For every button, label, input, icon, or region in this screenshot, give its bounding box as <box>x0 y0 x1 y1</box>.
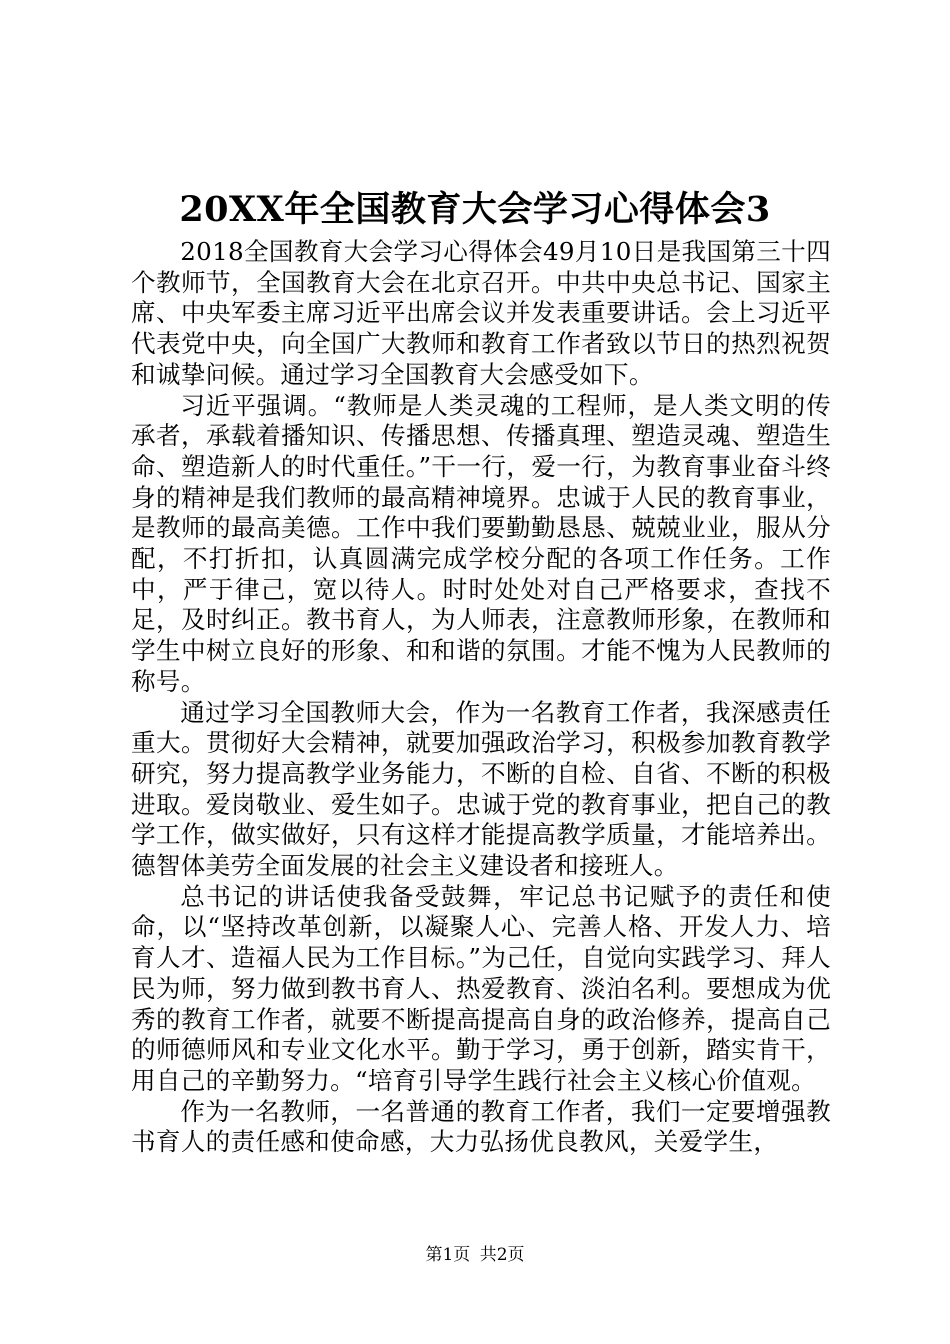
page-footer <box>0 1244 950 1266</box>
paragraph-2: 习近平强调。“教师是人类灵魂的工程师，是人类文明的传承者，承载着播知识、传播思想、传播真理、塑造灵魂、塑造生命、塑造新人的时代重任。”干一行，爱一行，为教育事业奋斗终身的精神是我们教师的最高精神境界。忠诚于人民的教育事业，是教师的最高美德。工作中我们要勤勤恳恳、兢兢业业，服从分配，不打折扣，认真圆满完成学校分配的各项工作任务。工作中，严于律己，宽以待人。时时处处对自己严格要求，查找不足，及时纠正。教书育人，为人师表，注意教师形象，在教师和学生中树立良好的形象、和和谐的氛围。才能不愧为人民教师的称号。 <box>131 390 831 696</box>
document-title: 20XX年全国教育大会学习心得体会3 <box>179 189 771 230</box>
paragraph-5: 作为一名教师，一名普通的教育工作者，我们一定要增强教书育人的责任感和使命感，大力弘扬优良教风，关爱学生， <box>131 1096 831 1157</box>
page-total: 共2页 <box>479 1245 525 1265</box>
paragraph-4: 总书记的讲话使我备受鼓舞，牢记总书记赋予的责任和使命，以“坚持改革创新，以凝聚人心、完善人格、开发人力、培育人才、造福人民为工作目标。”为己任，自觉向实践学习、拜人民为师，努力做到教书育人、热爱教育、淡泊名利。要想成为优秀的教育工作者，就要不断提高提高自身的政治修养，提高自己的师德师风和专业文化水平。勤于学习，勇于创新，踏实肯干，用自己的辛勤努力。“培育引导学生践行社会主义核心价值观。 <box>131 881 831 1095</box>
page-number: 第1页 <box>425 1245 471 1265</box>
paragraph-3: 通过学习全国教师大会，作为一名教育工作者，我深感责任重大。贯彻好大会精神，就要加强政治学习，积极参加教育教学研究，努力提高教学业务能力，不断的自检、自省、不断的积极进取。爱岗敬业、爱生如子。忠诚于党的教育事业，把自己的教学工作，做实做好，只有这样才能提高教学质量，才能培养出。德智体美劳全面发展的社会主义建设者和接班人。 <box>131 697 831 881</box>
document-body <box>131 237 831 1158</box>
paragraph-1: 2018全国教育大会学习心得体会49月10日是我国第三十四个教师节，全国教育大会在北京召开。中共中央总书记、国家主席、中央军委主席习近平出席会议并发表重要讲话。会上习近平代表党中央，向全国广大教师和教育工作者致以节日的热烈祝贺和诚挚问候。通过学习全国教育大会感受如下。 <box>131 237 831 389</box>
